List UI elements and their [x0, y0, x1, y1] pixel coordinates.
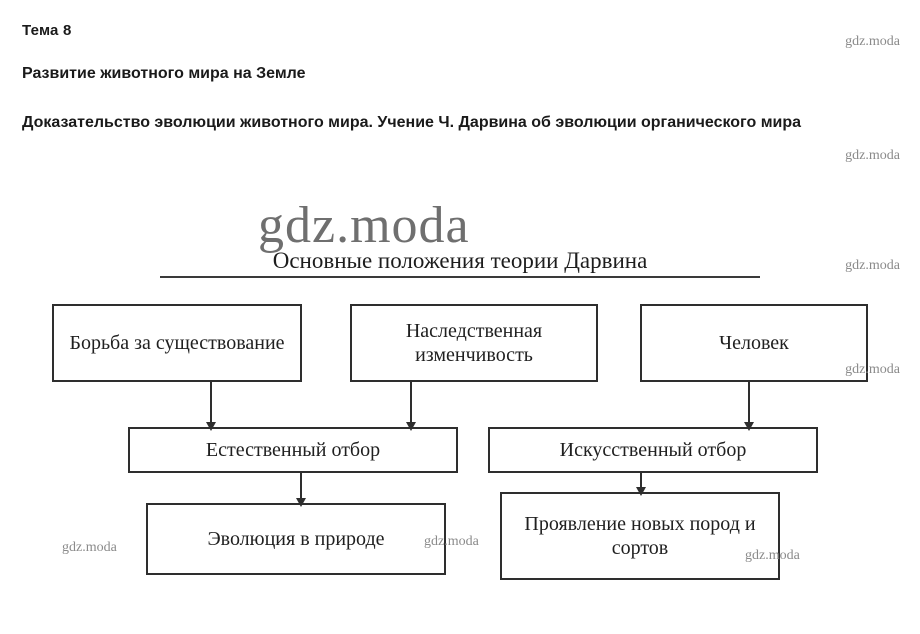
- arrow-head-icon: [636, 487, 646, 496]
- arrow-head-icon: [296, 498, 306, 507]
- topic-label: Тема 8: [22, 22, 72, 39]
- watermark: gdz.moda: [845, 148, 900, 163]
- diagram-node-artificial-selection: Искусственный отбор: [488, 427, 818, 473]
- arrow-head-icon: [744, 422, 754, 431]
- page-title: Развитие животного мира на Земле: [22, 65, 306, 82]
- watermark: gdz.moda: [845, 258, 900, 273]
- diagram-node-human: Человек: [640, 304, 868, 382]
- watermark: gdz.moda: [62, 540, 117, 555]
- arrow-shaft: [748, 382, 750, 427]
- diagram-node-struggle-for-existence: Борьба за существование: [52, 304, 302, 382]
- diagram-title: Основные положения теории Дарвина: [160, 248, 760, 278]
- watermark: gdz.moda: [845, 362, 900, 377]
- watermark-large: gdz.moda: [258, 197, 470, 254]
- page-subtitle: Доказательство эволюции животного мира. Учение Ч. Дарвина об эволюции органического мира: [22, 114, 802, 131]
- watermark: gdz.moda: [845, 34, 900, 49]
- darwin-theory-diagram: [0, 190, 920, 634]
- diagram-node-evolution-in-nature: Эволюция в природе: [146, 503, 446, 575]
- arrow-head-icon: [406, 422, 416, 431]
- diagram-node-natural-selection: Естественный отбор: [128, 427, 458, 473]
- diagram-node-new-breeds-and-varieties: Проявление новых пород и сортов: [500, 492, 780, 580]
- arrow-shaft: [410, 382, 412, 427]
- watermark: gdz.moda: [424, 534, 479, 549]
- watermark: gdz.moda: [745, 548, 800, 563]
- diagram-node-hereditary-variability: Наследственная изменчивость: [350, 304, 598, 382]
- arrow-shaft: [210, 382, 212, 427]
- arrow-head-icon: [206, 422, 216, 431]
- page-header: [22, 22, 902, 136]
